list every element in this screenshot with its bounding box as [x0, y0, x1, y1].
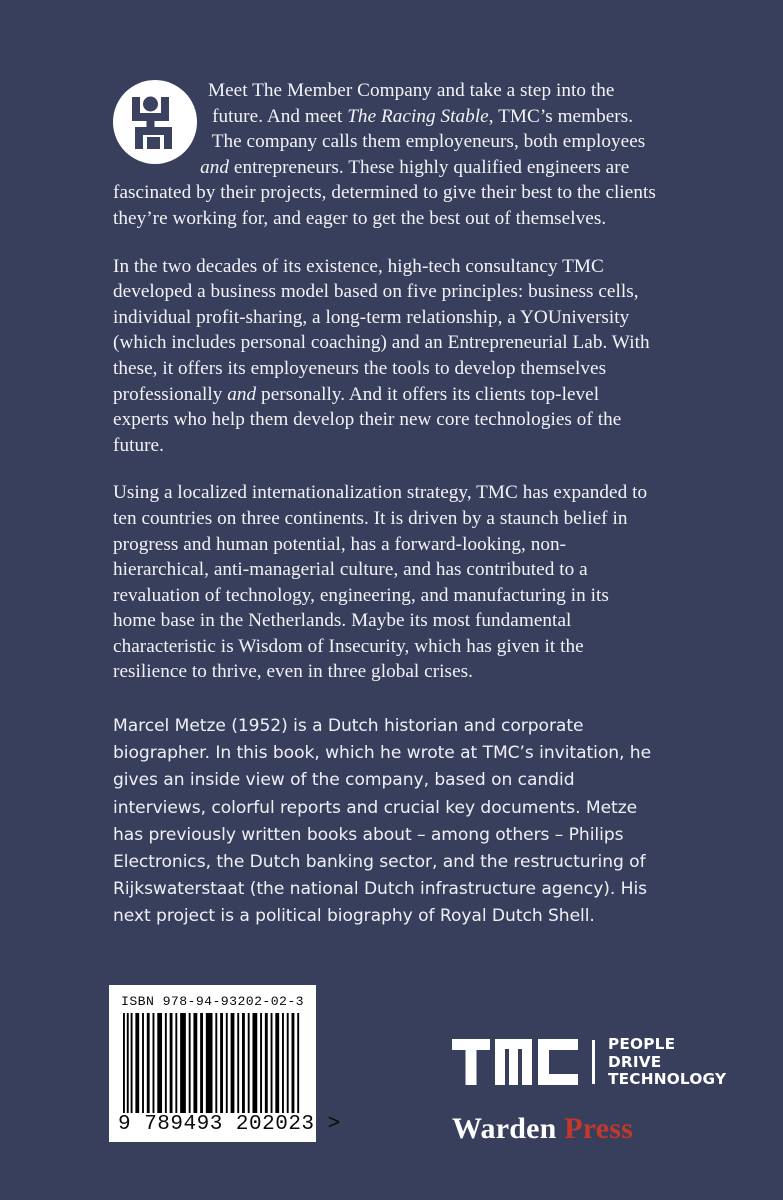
blurb-paragraph-2: [113, 254, 656, 459]
blurb-p2-a: In the two decades of its existence, high-tech consultancy TMC developed a business model based on five principles: business cells, individual profit-sharing, a long-term relationship, a YOUniversity (which includes personal coaching) and an Entrepreneurial Lab. With these, it offers its employeneurs the tools to develop themselves professionally: [113, 255, 650, 405]
tmc-tagline-line-3: TECHNOLOGY: [608, 1070, 727, 1088]
tmc-logo-lockup: [452, 1036, 726, 1089]
isbn-number-label: ISBN 978-94-93202-02-3: [121, 994, 304, 1009]
blurb-p1-italic-racing-stable: The Racing Stable: [347, 105, 489, 127]
tmc-circle-glyph-icon: [113, 80, 197, 164]
blurb-p1-c: entrepreneurs. These highly qualified engineers are fascinated by their projects, determined to give their best to the clients they’re working for, and eager to get the best out of themselves.: [113, 156, 656, 229]
tmc-divider-rule: [592, 1040, 595, 1084]
author-bio-block: [113, 713, 656, 931]
blurb-p1-a: Meet The Member Company and take a step into the future. And meet: [208, 80, 615, 127]
tmc-tagline: [608, 1036, 726, 1089]
blurb-p2-b: personally. And it offers its clients top-level experts who help them develop their new core technologies of the future.: [113, 383, 622, 456]
tmc-tagline-line-1: PEOPLE: [608, 1035, 676, 1053]
publisher-name-press: Press: [564, 1112, 634, 1145]
barcode-bars: [118, 1013, 307, 1113]
blurb-p1-italic-and: and: [200, 156, 230, 178]
author-bio-text: Marcel Metze (1952) is a Dutch historian and corporate biographer. In this book, which he wrote at TMC’s invitation, he gives an inside view of the company, based on candid interviews, colorful reports and crucial key documents. Metze has previously written books about – among others – Philips Electronics, the Dutch banking sector, and the restructuring of Rijkswaterstaat (the national Dutch infrastructure agency). His next project is a political biography of Royal Dutch Shell.: [113, 716, 652, 927]
blurb-column: [113, 78, 656, 931]
ean-digits: 9 789493 202023 >: [118, 1113, 341, 1136]
blurb-paragraph-1: [113, 78, 656, 232]
isbn-barcode: [109, 985, 341, 1142]
publisher-logo: [452, 1112, 633, 1146]
publisher-name-warden: Warden: [452, 1112, 557, 1145]
tmc-wordmark-icon: [452, 1039, 578, 1085]
blurb-p1-b: , TMC’s members. The company calls them employeneurs, both employees: [211, 105, 646, 153]
blurb-paragraph-3: Using a localized internationalization strategy, TMC has expanded to ten countries on three continents. It is driven by a staunch belief in progress and human potential, has a forward-looking, non-hierarchical, anti-managerial culture, and has contributed to a revaluation of technology, engineering, and manufacturing in its home base in the Netherlands. Maybe its most fundamental characteristic is Wisdom of Insecurity, which has given it the resilience to thrive, even in three global crises.: [113, 482, 648, 683]
tmc-tagline-line-2: DRIVE: [608, 1052, 662, 1071]
blurb-p2-italic-and: and: [227, 383, 257, 405]
